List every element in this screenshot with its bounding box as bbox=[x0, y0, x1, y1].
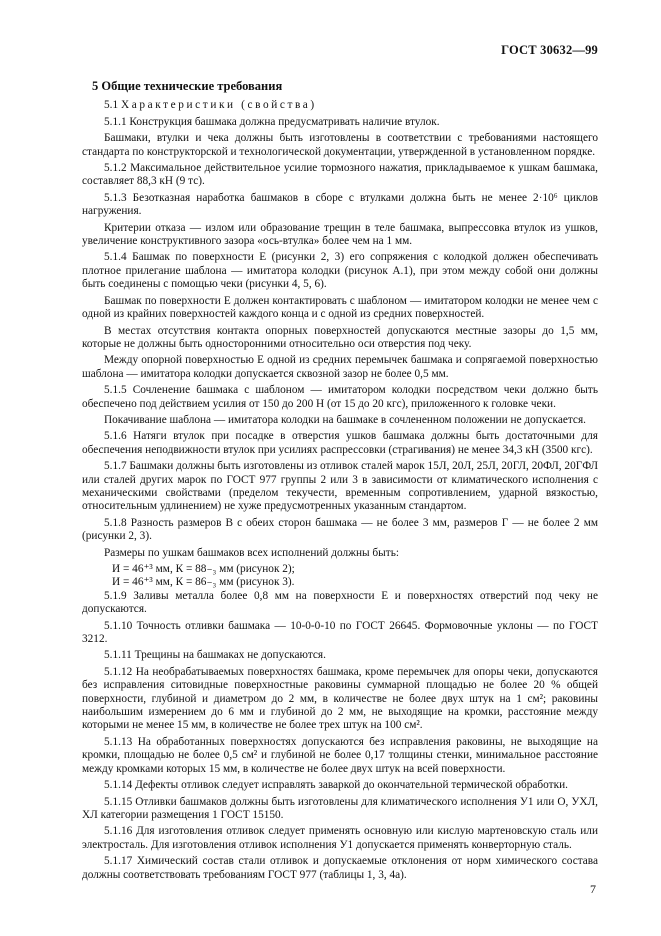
subheading-number: 5.1 bbox=[104, 99, 119, 112]
paragraph: 5.1.5 Сочленение башмака с шаблоном — имитатором колодки посредством чеки должно быть обеспечено под действием усилия от 150 до 200 Н (от 15 до 20 кгс), приложенного к головке чеки. bbox=[82, 384, 598, 410]
paragraph: 5.1.12 На необрабатываемых поверхностях башмака, кроме перемычек для опоры чеки, допускаются без исправления ситовидные поверхностные раковины суммарной площадью не более 20 % общей поверхности, глубиной и диаметром до 2 мм, в количестве не более двух штук на 1 см²; раковины наибольшим измерением до 6 мм и глубиной до 2 мм, не выходящие на кромки, расстояние между которыми не менее 15 мм, в количестве не более трех штук на 100 см². bbox=[82, 665, 598, 732]
paragraph: 5.1.9 Заливы металла более 0,8 мм на поверхности Е и поверхностях отверстий под чеку не допускаются. bbox=[82, 589, 598, 616]
paragraph: 5.1.7 Башмаки должны быть изготовлены из отливок сталей марок 15Л, 20Л, 25Л, 20ГЛ, 20ФЛ, 20ГФЛ или сталей других марок по ГОСТ 977 группы 2 или 3 в зависимости от климатического исполнения с механическими свойствами (пределом текучести, временным сопротивлением, ударной вязкостью, относительным удлинением) не хуже предусмотренных указанным стандартом. bbox=[82, 460, 598, 513]
formula-line: И = 46⁺³ мм, К = 88₋₃ мм (рисунок 2); bbox=[112, 563, 295, 575]
paragraph: Башмак по поверхности Е должен контактировать с шаблоном — имитатором колодки не менее чем с одной из крайних поверхностей каждого конца и с одной из средних поверхностей. bbox=[82, 294, 598, 321]
formula-line: И = 46⁺³ мм, К = 86₋₃ мм (рисунок 3). bbox=[112, 576, 295, 589]
paragraph: 5.1.4 Башмак по поверхности Е (рисунки 2, 3) его сопряжения с колодкой должен обеспечивать плотное прилегание шаблона — имитатора колодки (рисунок А.1), при этом между собой они должны быть соединены с помощью чеки (рисунки 4, 5, 6). bbox=[82, 251, 598, 291]
paragraph: 5.1.10 Точность отливки башмака — 10-0-0-10 по ГОСТ 26645. Формовочные уклоны — по ГОСТ 3212. bbox=[82, 619, 598, 646]
paragraph: Размеры по ушкам башмаков всех исполнений должны быть: bbox=[104, 546, 399, 559]
paragraph: Башмаки, втулки и чека должны быть изготовлены в соответствии с требованиями настоящего стандарта по конструкторской и технологической документации, утвержденной в установленном порядке. bbox=[82, 132, 598, 158]
paragraph: Между опорной поверхностью Е одной из средних перемычек башмака и сопрягаемой поверхностью шаблона — имитатора колодки допускается сквозной зазор не более 0,5 мм. bbox=[82, 354, 598, 380]
paragraph: Покачивание шаблона — имитатора колодки на башмаке в сочлененном положении не допускается. bbox=[104, 413, 586, 426]
paragraph: 5.1.15 Отливки башмаков должны быть изготовлены для климатического исполнения У1 или О, УХЛ, ХЛ категории размещения 1 ГОСТ 15150. bbox=[82, 795, 598, 821]
section-title: 5 Общие технические требования bbox=[92, 79, 283, 93]
paragraph: В местах отсутствия контакта опорных поверхностей допускаются местные зазоры до 1,5 мм, которые не должны быть односторонними относительно оси отверстия под чеку. bbox=[82, 324, 598, 350]
paragraph: 5.1.13 На обработанных поверхностях допускаются без исправления раковины, не выходящие на кромки, площадью не более 0,5 см² и глубиной не более 0,17 толщины стенки, минимальное расстояние между кромками которых 15 мм, в количестве не более двух штук на всей поверхности. bbox=[82, 735, 598, 775]
paragraph: 5.1.16 Для изготовления отливок следует применять основную или кислую мартеновскую сталь или электросталь. Для изготовления отливок исполнения У1 допускается применять конверторную сталь. bbox=[82, 825, 598, 851]
document-header: ГОСТ 30632—99 bbox=[501, 43, 598, 57]
paragraph: 5.1.6 Натяги втулок при посадке в отверстия ушков башмака должны быть достаточными для обеспечения неподвижности втулок при усилиях распрессовки (страгивания) не менее 34,3 кН (3500 кгс). bbox=[82, 430, 598, 456]
paragraph: 5.1.11 Трещины на башмаках не допускаются. bbox=[104, 649, 326, 662]
subheading-text: Характеристики (свойства) bbox=[120, 99, 317, 112]
page-number: 7 bbox=[590, 882, 596, 896]
paragraph: 5.1.17 Химический состав стали отливок и допускаемые отклонения от норм химического состава должны соответствовать требованиям ГОСТ 977 (таблицы 1, 3, 4а). bbox=[82, 855, 598, 881]
subheading bbox=[82, 99, 598, 112]
paragraph: 5.1.2 Максимальное действительное усилие тормозного нажатия, прикладываемое к ушкам башмака, составляет 88,3 кН (9 тс). bbox=[82, 162, 598, 188]
paragraph: 5.1.14 Дефекты отливок следует исправлять заваркой до окончательной термической обработки. bbox=[104, 779, 568, 792]
page-content bbox=[82, 80, 598, 885]
paragraph: Критерии отказа — излом или образование трещин в теле башмака, выпрессовка втулок из ушков, увеличение конструктивного зазора «ось-втулка» более чем на 1 мм. bbox=[82, 221, 598, 248]
paragraph: 5.1.1 Конструкция башмака должна предусматривать наличие втулок. bbox=[104, 115, 440, 128]
paragraph: 5.1.3 Безотказная наработка башмаков в сборе с втулками должна быть не менее 2·10⁶ циклов нагружения. bbox=[82, 191, 598, 218]
paragraph: 5.1.8 Разность размеров В с обеих сторон башмака — не более 3 мм, размеров Г — не более 2 мм (рисунки 2, 3). bbox=[82, 516, 598, 543]
